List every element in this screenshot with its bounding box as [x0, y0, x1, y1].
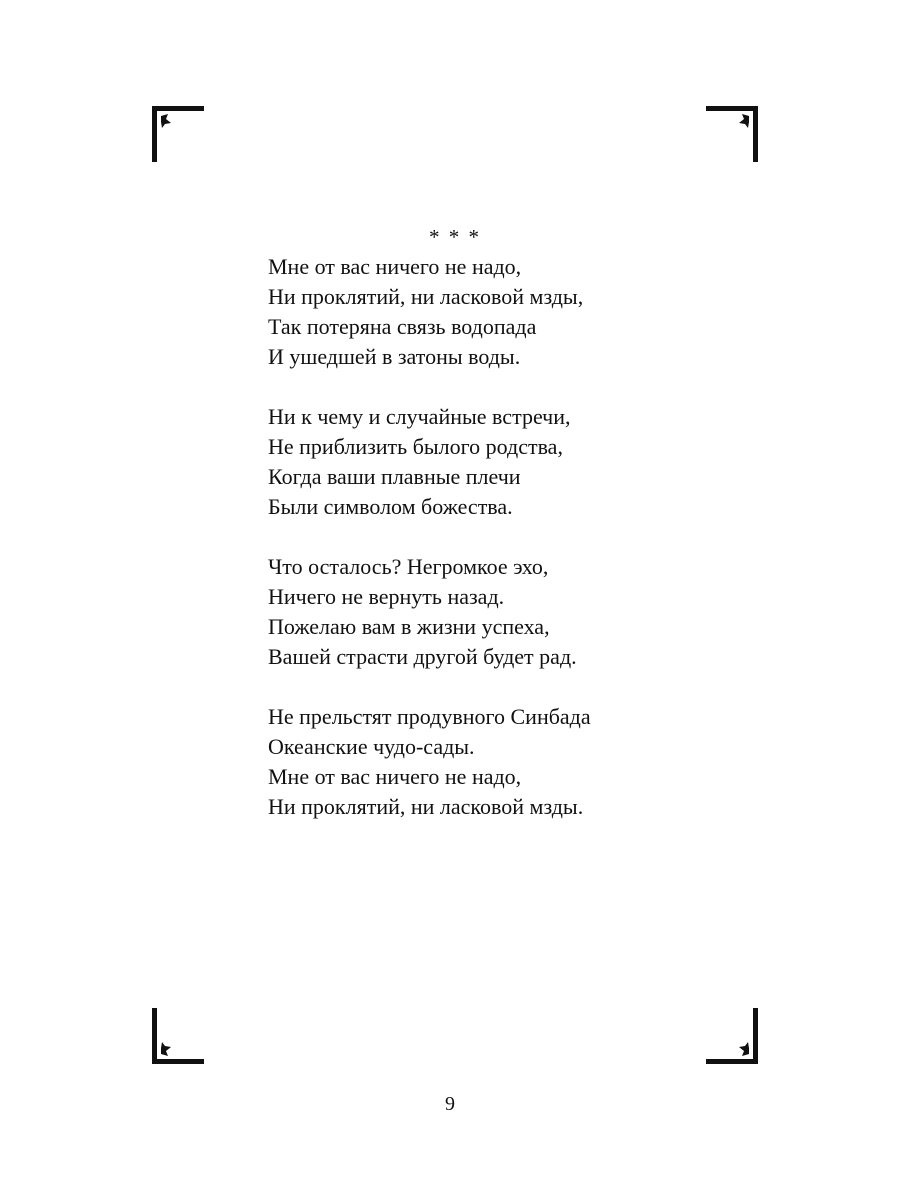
poem-line: Не прельстят продувного Синбада [268, 704, 591, 729]
poem-line: Ни проклятий, ни ласковой мзды, [268, 284, 584, 309]
corner-ornament-bottom-right-icon [704, 1006, 758, 1064]
poem-line: И ушедшей в затоны воды. [268, 344, 521, 369]
poem-line: Так потеряна связь водопада [268, 314, 537, 339]
poem-line: Что осталось? Негромкое эхо, [268, 554, 549, 579]
poem-line: Ничего не вернуть назад. [268, 584, 505, 609]
poem [268, 222, 688, 852]
poem-line: Мне от вас ничего не надо, [268, 254, 522, 279]
poem-line: Когда ваши плавные плечи [268, 464, 521, 489]
poem-line: Ни к чему и случайные встречи, [268, 404, 571, 429]
poem-line: Вашей страсти другой будет рад. [268, 644, 577, 669]
poem-line: Пожелаю вам в жизни успеха, [268, 614, 550, 639]
corner-ornament-top-right-icon [704, 106, 758, 164]
poem-line: Не приблизить былого родства, [268, 434, 563, 459]
poem-line: Океанские чудо-сады. [268, 734, 475, 759]
stanza-4 [268, 702, 688, 822]
corner-ornament-top-left-icon [152, 106, 206, 164]
stanza-2 [268, 402, 688, 522]
stanza-3 [268, 552, 688, 672]
poem-line: Были символом божества. [268, 494, 513, 519]
stanza-separator: * * * [429, 225, 481, 249]
corner-ornament-bottom-left-icon [152, 1006, 206, 1064]
poem-line: Мне от вас ничего не надо, [268, 764, 522, 789]
page-number: 9 [445, 1093, 455, 1115]
poem-line: Ни проклятий, ни ласковой мзды. [268, 794, 584, 819]
stanza-1 [268, 252, 688, 372]
